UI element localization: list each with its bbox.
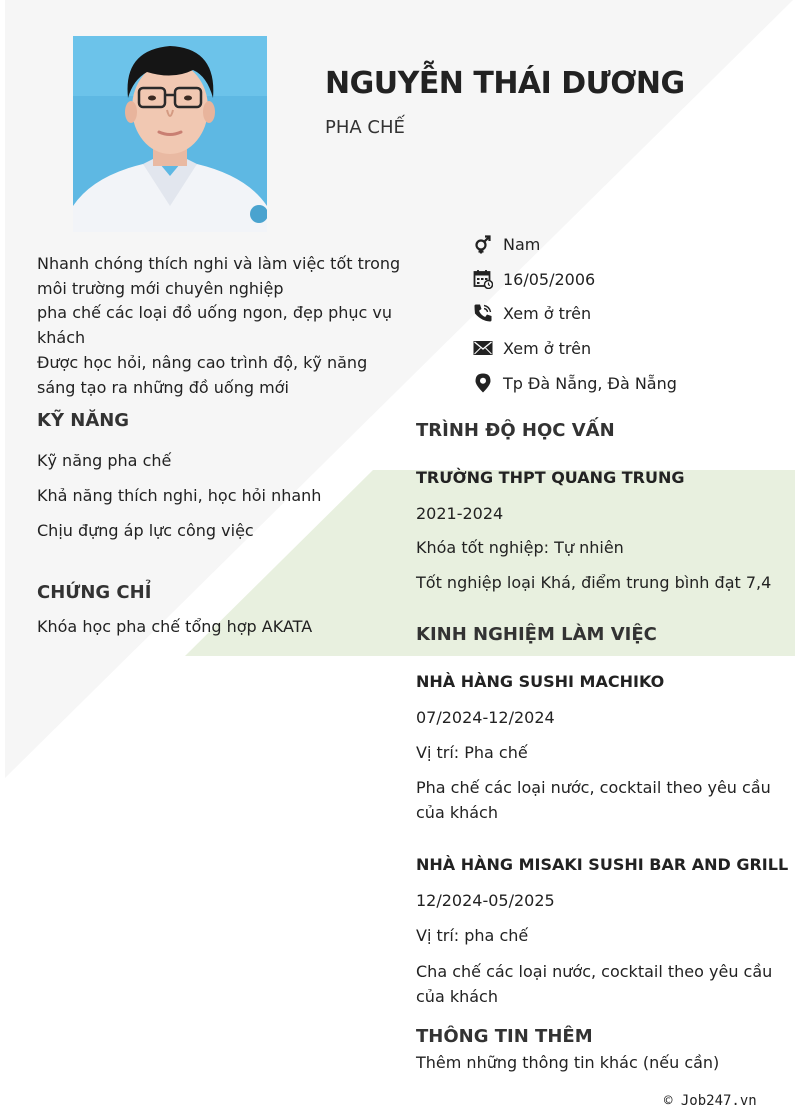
summary-line: pha chế các loại đồ uống ngon, đẹp phục vụ khách — [37, 303, 393, 348]
contact-birthday — [472, 268, 595, 290]
skill-item: Kỹ năng pha chế — [37, 451, 172, 470]
phone-icon — [472, 302, 494, 324]
contact-gender — [472, 233, 540, 255]
education-heading: TRÌNH ĐỘ HỌC VẤN — [416, 420, 615, 441]
skill-item: Khả năng thích nghi, học hỏi nhanh — [37, 486, 322, 505]
job-description: Pha chế các loại nước, cocktail theo yêu cầu của khách — [416, 778, 771, 822]
extra-info-text: Thêm những thông tin khác (nếu cần) — [416, 1053, 720, 1072]
extra-info-heading: THÔNG TIN THÊM — [416, 1026, 593, 1047]
job-period: 07/2024-12/2024 — [416, 708, 555, 727]
education-major: Khóa tốt nghiệp: Tự nhiên — [416, 538, 624, 557]
school-name: TRƯỜNG THPT QUANG TRUNG — [416, 468, 685, 487]
candidate-name: NGUYỄN THÁI DƯƠNG — [325, 66, 685, 101]
contact-email — [472, 337, 591, 359]
birthday-value: 16/05/2006 — [503, 269, 596, 289]
gender-icon — [472, 233, 494, 255]
contact-address — [472, 372, 677, 394]
summary-line: Nhanh chóng thích nghi và làm việc tốt trong môi trường mới chuyên nghiệp — [37, 254, 401, 298]
job-title: PHA CHẾ — [325, 117, 405, 138]
contact-phone — [472, 302, 591, 324]
summary-line: Được học hỏi, nâng cao trình độ, kỹ năng sáng tạo ra những đồ uống mới — [37, 352, 368, 397]
phone-value: Xem ở trên — [503, 303, 592, 323]
address-value: Tp Đà Nẵng, Đà Nẵng — [503, 373, 677, 393]
education-period: 2021-2024 — [416, 504, 504, 523]
career-summary — [37, 252, 407, 400]
job-position: Vị trí: Pha chế — [416, 743, 528, 762]
job-company: NHÀ HÀNG SUSHI MACHIKO — [416, 672, 665, 691]
experience-heading: KINH NGHIỆM LÀM VIỆC — [416, 624, 657, 645]
envelope-icon — [472, 337, 494, 359]
education-result: Tốt nghiệp loại Khá, điểm trung bình đạt 7,4 — [416, 573, 772, 592]
email-value: Xem ở trên — [503, 338, 592, 358]
job-period: 12/2024-05/2025 — [416, 891, 555, 910]
skills-heading: KỸ NĂNG — [37, 410, 130, 431]
job-position: Vị trí: pha chế — [416, 926, 529, 945]
certificates-heading: CHỨNG CHỈ — [37, 582, 152, 603]
gender-value: Nam — [503, 234, 541, 254]
footer-copyright: © Job247.vn — [664, 1093, 757, 1109]
location-pin-icon — [472, 372, 494, 394]
certificate-item: Khóa học pha chế tổng hợp AKATA — [37, 617, 313, 636]
calendar-icon — [472, 268, 494, 290]
job-company: NHÀ HÀNG MISAKI SUSHI BAR AND GRILL — [416, 855, 789, 874]
skill-item: Chịu đựng áp lực công việc — [37, 521, 254, 540]
job-description: Cha chế các loại nước, cocktail theo yêu cầu của khách — [416, 962, 773, 1006]
profile-photo — [73, 36, 267, 232]
